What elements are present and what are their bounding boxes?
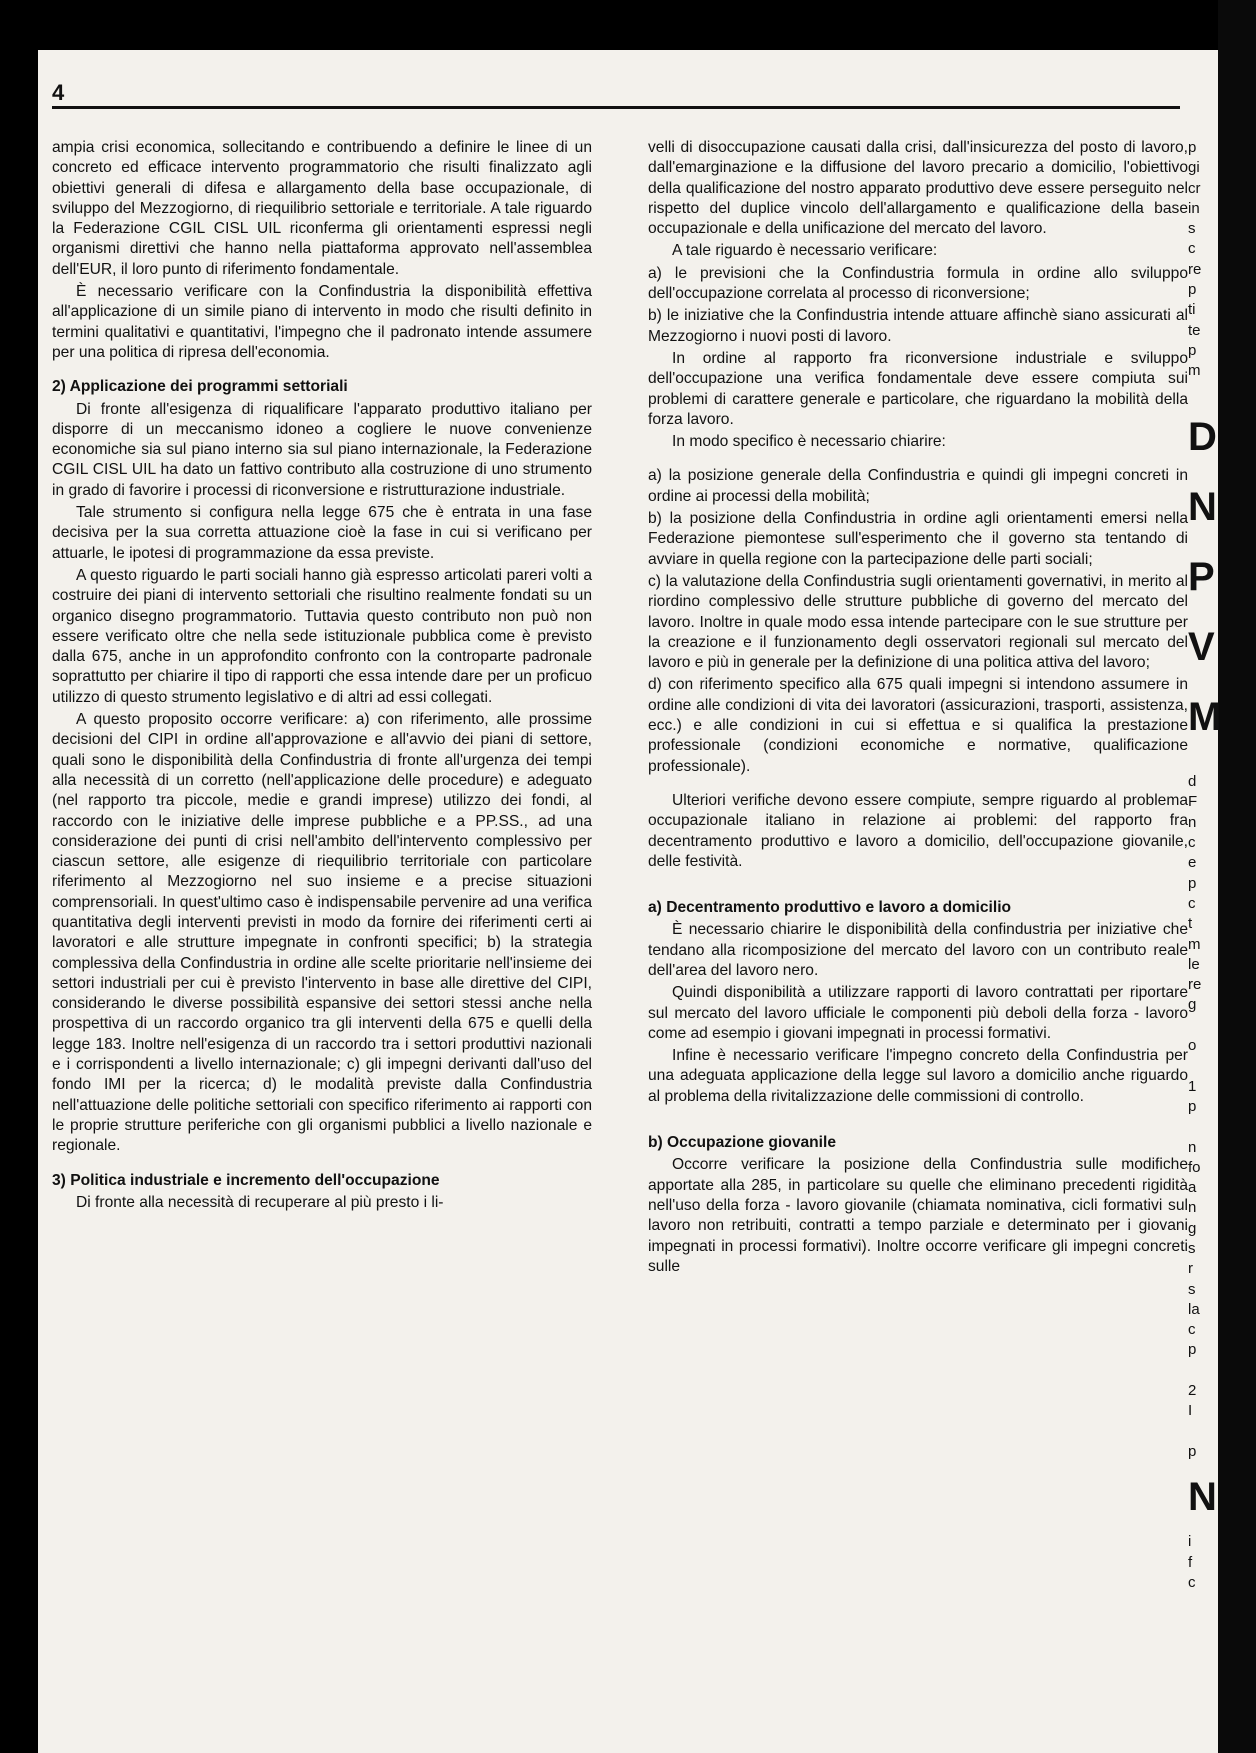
edge-fragment: re [1188,260,1202,278]
list-item: b) le iniziative che la Confindustria intende attuare affinchè siano assicurati al Mezzogiorno i nuovi posti di lavoro. [648,307,1188,345]
paragraph: In ordine al rapporto fra riconversione industriale e sviluppo dell'occupazione una verifica fondamentale deve essere compiuta sui problemi di carattere generale e particolare, che riguardano la mobilità della forza lavoro. [648,349,1188,428]
edge-fragment: ti [1188,301,1196,319]
edge-fragment: p [1188,1341,1197,1359]
subsection-heading-b: b) Occupazione giovanile [648,1134,837,1152]
edge-fragment: la [1188,1300,1200,1318]
edge-fragment: n [1188,1138,1197,1156]
edge-fragment [1188,1361,1228,1381]
edge-fragment [1188,1056,1228,1076]
paragraph: Occorre verificare la posizione della Confindustria sulle modifiche apportate alla 285, in particolare su quelle che eliminano precedenti rigidità nell'uso della forza - lavoro giovanile (chiamata nominativa, cicli formativi sul lavoro non retribuiti, contratti a tempo parziale e determinato per i giovani impegnati in processi formativi). Inoltre occorre verificare gli impegni concreti sulle [648,1156,1188,1275]
edge-fragment: n [1188,1199,1197,1217]
list-item: a) la posizione generale della Confindustria e quindi gli impegni concreti in ordine ai processi della mobilità; [648,467,1188,505]
edge-fragment: d [1188,773,1197,791]
edge-fragment: s [1188,1239,1196,1257]
edge-fragment: in [1188,199,1200,217]
edge-fragment: p [1188,281,1197,299]
edge-fragment: t [1188,915,1193,933]
edge-fragment: p [1188,139,1197,156]
edge-fragment: fo [1188,1158,1201,1176]
edge-fragment [1188,752,1228,772]
edge-fragment: D [1188,414,1217,459]
paragraph: Ulteriori verifiche devono essere compiute, sempre riguardo al problema occupazionale italiano in relazione ai problemi: del rapporto fra decentramento produttivo e lavoro a domicilio, dell'occupazione giovanile, delle festività. [648,791,1188,870]
paragraph: velli di disoccupazione causati dalla crisi, dall'insicurezza del posto di lavoro, dall'emarginazione e la diffusione del lavoro precario a domicilio, l'obiettivo della qualificazione del nostro apparato produttivo deve essere perseguito nel rispetto del duplice vincolo dell'allargamento e qualificazione della base occupazionale e della unificazione del mercato del lavoro. [648,139,1188,238]
paragraph: Di fronte alla necessità di recuperare al più presto i li- [76,1193,444,1211]
list-item: b) la posizione della Confindustria in ordine agli orientamenti emersi nella Federazione piemontese sull'esperimento che il governo sta tentando di avviare in quella regione con la partecipazione delle parti sociali; [648,510,1188,568]
edge-fragment [1188,1422,1228,1442]
paragraph: È necessario verificare con la Confindustria la disponibilità effettiva all'applicazione di un simile piano di intervento in modo che risulti definito in termini qualitativi e quantitativi, l'impegno che il padronato intende assumere per una politica di ripresa dell'economia. [52,283,592,361]
paragraph: È necessario chiarire le disponibilità della confindustria per iniziative che tendano alla ricomposizione del mercato del lavoro con un contributo reale dell'area del lavoro nero. [648,921,1188,979]
edge-fragment: g [1188,996,1197,1014]
edge-fragment: p [1188,341,1197,359]
left-column [52,138,592,1215]
edge-fragment [1188,1016,1228,1036]
paragraph: In modo specifico è necessario chiarire: [672,433,946,451]
edge-fragment: n [1188,813,1197,831]
right-column [648,138,1188,1279]
page-number: 4 [52,80,65,105]
edge-fragment [1188,1117,1228,1137]
edge-fragment: c [1188,1321,1196,1339]
edge-fragment: g [1188,1219,1197,1237]
edge-fragment: m [1188,362,1201,380]
edge-fragment: 1 [1188,1077,1197,1095]
list-item: d) con riferimento specifico alla 675 quali impegni si intendono assumere in ordine alle condizioni di vita dei lavoratori (assicurazioni, trasporti, assistenza, ecc.) e alle condizioni in cui si effettua e si qualifica la prestazione professionale (condizioni economiche e normative, qualificazione professionale). [648,676,1188,775]
edge-fragment: te [1188,321,1201,339]
paragraph: Quindi disponibilità a utilizzare rapporti di lavoro contrattati per riportare sul mercato del lavoro ufficiale le componenti più deboli della forza - lavoro come ad esempio i giovani impegnati in processi formativi. [648,984,1188,1042]
paragraph: Tale strumento si configura nella legge 675 che è entrata in una fase decisiva per la sua corretta attuazione cioè la fase in cui si verificano per attuarle, le ipotesi di programmazione da essa previste. [52,504,592,562]
edge-fragment: c [1188,894,1196,912]
paragraph: A tale riguardo è necessario verificare: [672,242,938,260]
edge-fragment: p [1188,1442,1197,1460]
edge-fragment: f [1188,1553,1193,1571]
list-item: a) le previsioni che la Confindustria formula in ordine allo sviluppo dell'occupazione correlata al processo di riconversione; [648,264,1188,303]
edge-fragment: V [1188,624,1215,669]
edge-fragment: N [1188,484,1217,529]
edge-fragment: a [1188,1179,1197,1197]
edge-fragment: p [1188,1097,1197,1115]
edge-fragment: N [1188,1475,1217,1520]
list-item: c) la valutazione della Confindustria sugli orientamenti governativi, in merito al riordino complessivo delle strutture pubbliche di governo del mercato del lavoro. Inoltre in quale modo essa intende partecipare con le sue strutture per la creazione e il funzionamento degli osservatori regionali sul mercato del lavoro e più in generale per la definizione di una politica attiva del lavoro; [648,572,1188,672]
section-heading-2: 2) Applicazione dei programmi settoriali [52,378,348,396]
edge-fragment: s [1188,220,1196,238]
edge-fragment: s [1188,1280,1196,1298]
edge-fragment: c [1188,1573,1196,1591]
edge-fragment: i [1188,1533,1192,1551]
edge-fragment: re [1188,976,1202,994]
edge-fragment: 2 [1188,1382,1197,1400]
paragraph: Infine è necessario verificare l'impegno concreto della Confindustria per una adeguata applicazione della legge sul lavoro a domicilio anche riguardo al problema della rivitalizzazione delle commissioni di controllo. [648,1047,1188,1105]
subsection-heading-a: a) Decentramento produttivo e lavoro a domicilio [648,899,1012,917]
section-heading-3: 3) Politica industriale e incremento dell'occupazione [52,1171,440,1189]
edge-fragment [1188,382,1228,402]
edge-fragment: r [1188,1260,1193,1278]
edge-fragment: c [1188,240,1196,258]
edge-fragment: P [1188,554,1215,599]
edge-fragment: I [1188,1402,1193,1420]
edge-fragment: m [1188,935,1201,953]
paragraph: A questo riguardo le parti sociali hanno già espresso articolati pareri volti a costruire dei piani di intervento settoriali che risultino realmente fondati su un organico disegno programmatorio. Tuttavia questo contributo non può non essere verificato oltre che nella sede istituzionale pubblica come è previsto dalla 675, anche in un approfondito confronto con la controparte padronale soprattutto per chiarire il tipo di rapporti che essa intende dare per un proficuo utilizzo di questo strumento legislativo e di altri ad essi collegati. [52,566,592,706]
edge-fragment: gi [1188,159,1200,177]
paragraph: Di fronte all'esigenza di riqualificare l'apparato produttivo italiano per disporre di un meccanismo idoneo a cogliere le nuove convenienze economiche sia sul piano interno sia sul piano internazionale, la Federazione CGIL CISL UIL ha dato un fattivo contributo alla costruzione di uno strumento in grado di favorire i processi di riconversione e ristrutturazione industriale. [52,400,592,499]
edge-fragment: cr [1188,179,1201,197]
edge-fragment: le [1188,955,1200,973]
edge-fragment: c [1188,834,1196,852]
edge-fragment: F [1188,793,1198,811]
header-rule [52,106,1180,109]
edge-fragment: p [1188,874,1197,892]
edge-fragment: M [1188,694,1222,739]
next-page-edge-fragments [1188,138,1228,1593]
edge-fragment: e [1188,854,1197,872]
paragraph: ampia crisi economica, sollecitando e contribuendo a definire le linee di un concreto ed efficace intervento programmatorio che risulti finalizzato agli obiettivi generali di difesa e allargamento della base occupazionale, di sviluppo del Mezzogiorno, di riequilibrio settoriale e territoriale. A tale riguardo la Federazione CGIL CISL UIL riconferma gli orientamenti espressi negli organismi direttivi che hanno nella piattaforma approvato nell'assemblea dell'EUR, il loro punto di riferimento fondamentale. [52,139,592,278]
edge-fragment: o [1188,1037,1197,1055]
paragraph: A questo proposito occorre verificare: a) con riferimento, alle prossime decisioni del CIPI in ordine all'approvazione e all'avvio dei piani di settore, quali sono le disponibilità della Confindustria di fronte all'urgenza dei tempi alla necessità di un corretto (nell'applicazione delle procedure) e adeguato (nel rapporto tra piccole, medie e grandi imprese) utilizzo dei fondi, al raccordo con le iniziative delle imprese pubbliche e a PP.SS., ad una considerazione dei punti di crisi nell'ambito dell'intervento complessivo per ciascun settore, alle esigenze di riequilibrio territoriale con particolare riferimento al Mezzogiorno nel suo insieme e a precise situazioni comprensoriali. In quest'ultimo caso è indispensabile pervenire ad una verifica quantitativa degli interventi previsti in modo da fornire dei riferimenti certi ai lavoratori e alle strutture impegnate in confronti specifici; b) la strategia complessiva della Confindustria in ordine alle scelte prioritarie nell'insieme dei settori industriali per cui è previsto l'intervento in base alle direttive del CIPI, considerando le diverse possibilità espansive dei settori stessi anche nella prospettiva di un raccordo organico tra gli interventi della 675 e quelli della legge 183. Inoltre nell'esigenza di un raccordo tra i settori produttivi nazionali e i corrispondenti a livello internazionale; c) gli impegni derivanti dall'uso del fondo IMI per la ricerca; d) le modalità previste dalla Confindustria nell'attuazione delle politiche settoriali con specifico riferimento ai rapporti con le proprie strutture periferiche con gli organismi pubblici a livello nazionale e regionale. [52,711,592,1155]
